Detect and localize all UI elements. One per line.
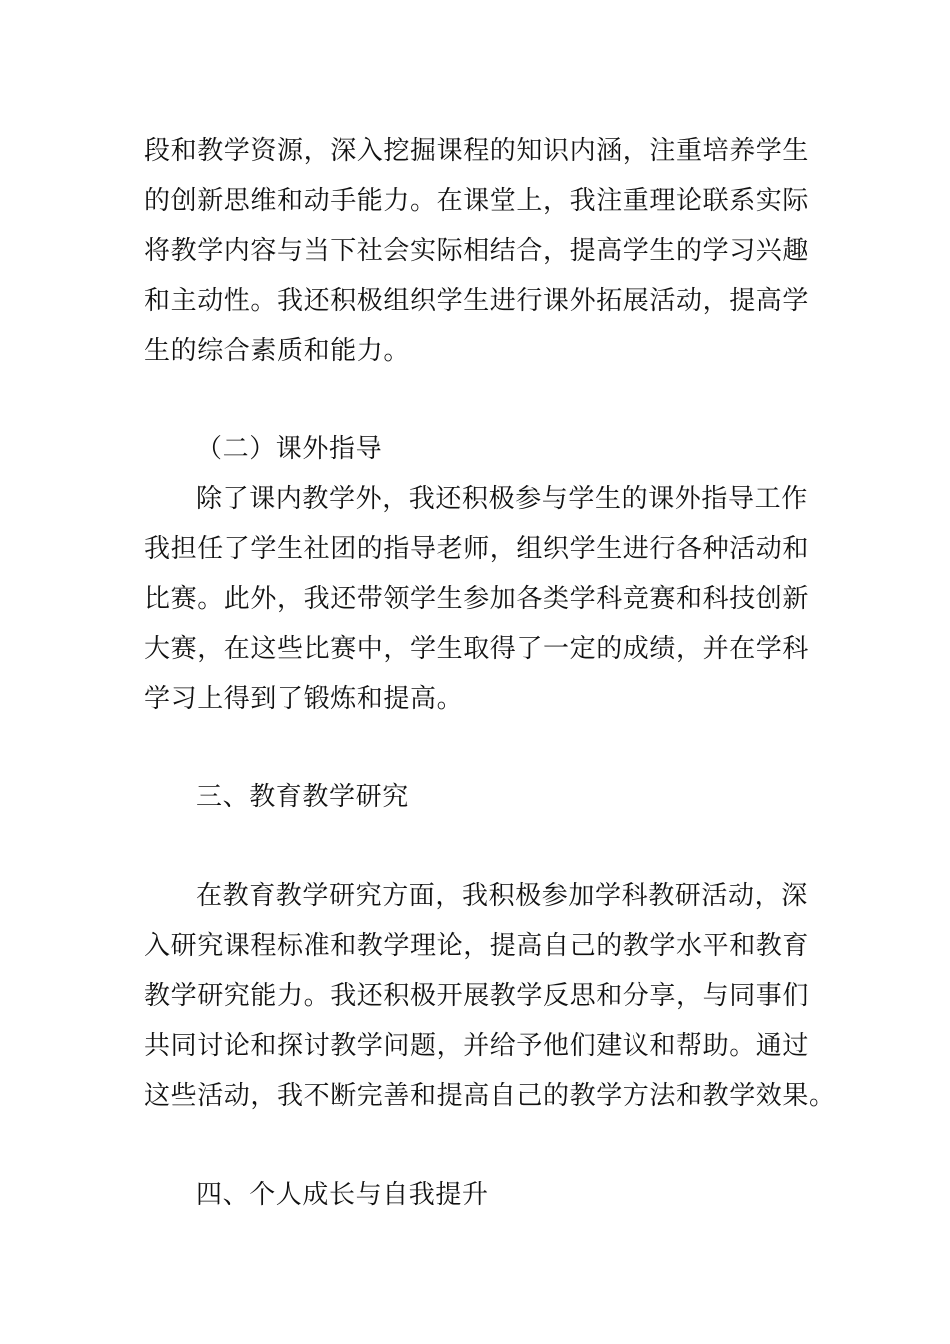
paragraph-line: 入研究课程标准和教学理论，提高自己的教学水平和教育 [144, 931, 810, 961]
paragraph-line: 的创新思维和动手能力。在课堂上，我注重理论联系实际 [144, 186, 810, 216]
paragraph-line: 和主动性。我还积极组织学生进行课外拓展活动，提高学 [144, 286, 810, 316]
paragraph-line: 比赛。此外，我还带领学生参加各类学科竞赛和科技创新 [144, 584, 810, 614]
paragraph-line: 这些活动，我不断完善和提高自己的教学方法和教学效果。 [144, 1081, 836, 1111]
paragraph-line: 大赛，在这些比赛中，学生取得了一定的成绩，并在学科 [144, 634, 810, 664]
paragraph-line: 教学研究能力。我还积极开展教学反思和分享，与同事们 [144, 981, 810, 1011]
paragraph-line: 将教学内容与当下社会实际相结合，提高学生的学习兴趣 [144, 236, 810, 266]
paragraph-line: 学习上得到了锻炼和提高。 [144, 684, 464, 714]
section-heading-growth: 四、个人成长与自我提升 [196, 1180, 489, 1210]
paragraph-line: 段和教学资源，深入挖掘课程的知识内涵，注重培养学生 [144, 136, 810, 166]
paragraph-line: 生的综合素质和能力。 [144, 336, 411, 366]
paragraph-line: 在教育教学研究方面，我积极参加学科教研活动，深 [196, 881, 808, 911]
paragraph-line: 除了课内教学外，我还积极参与学生的课外指导工作 [196, 484, 808, 514]
section-heading-extracurricular: （二）课外指导 [196, 434, 383, 464]
paragraph-line: 我担任了学生社团的指导老师，组织学生进行各种活动和 [144, 534, 810, 564]
paragraph-line: 共同讨论和探讨教学问题，并给予他们建议和帮助。通过 [144, 1031, 810, 1061]
section-heading-research: 三、教育教学研究 [196, 782, 409, 812]
